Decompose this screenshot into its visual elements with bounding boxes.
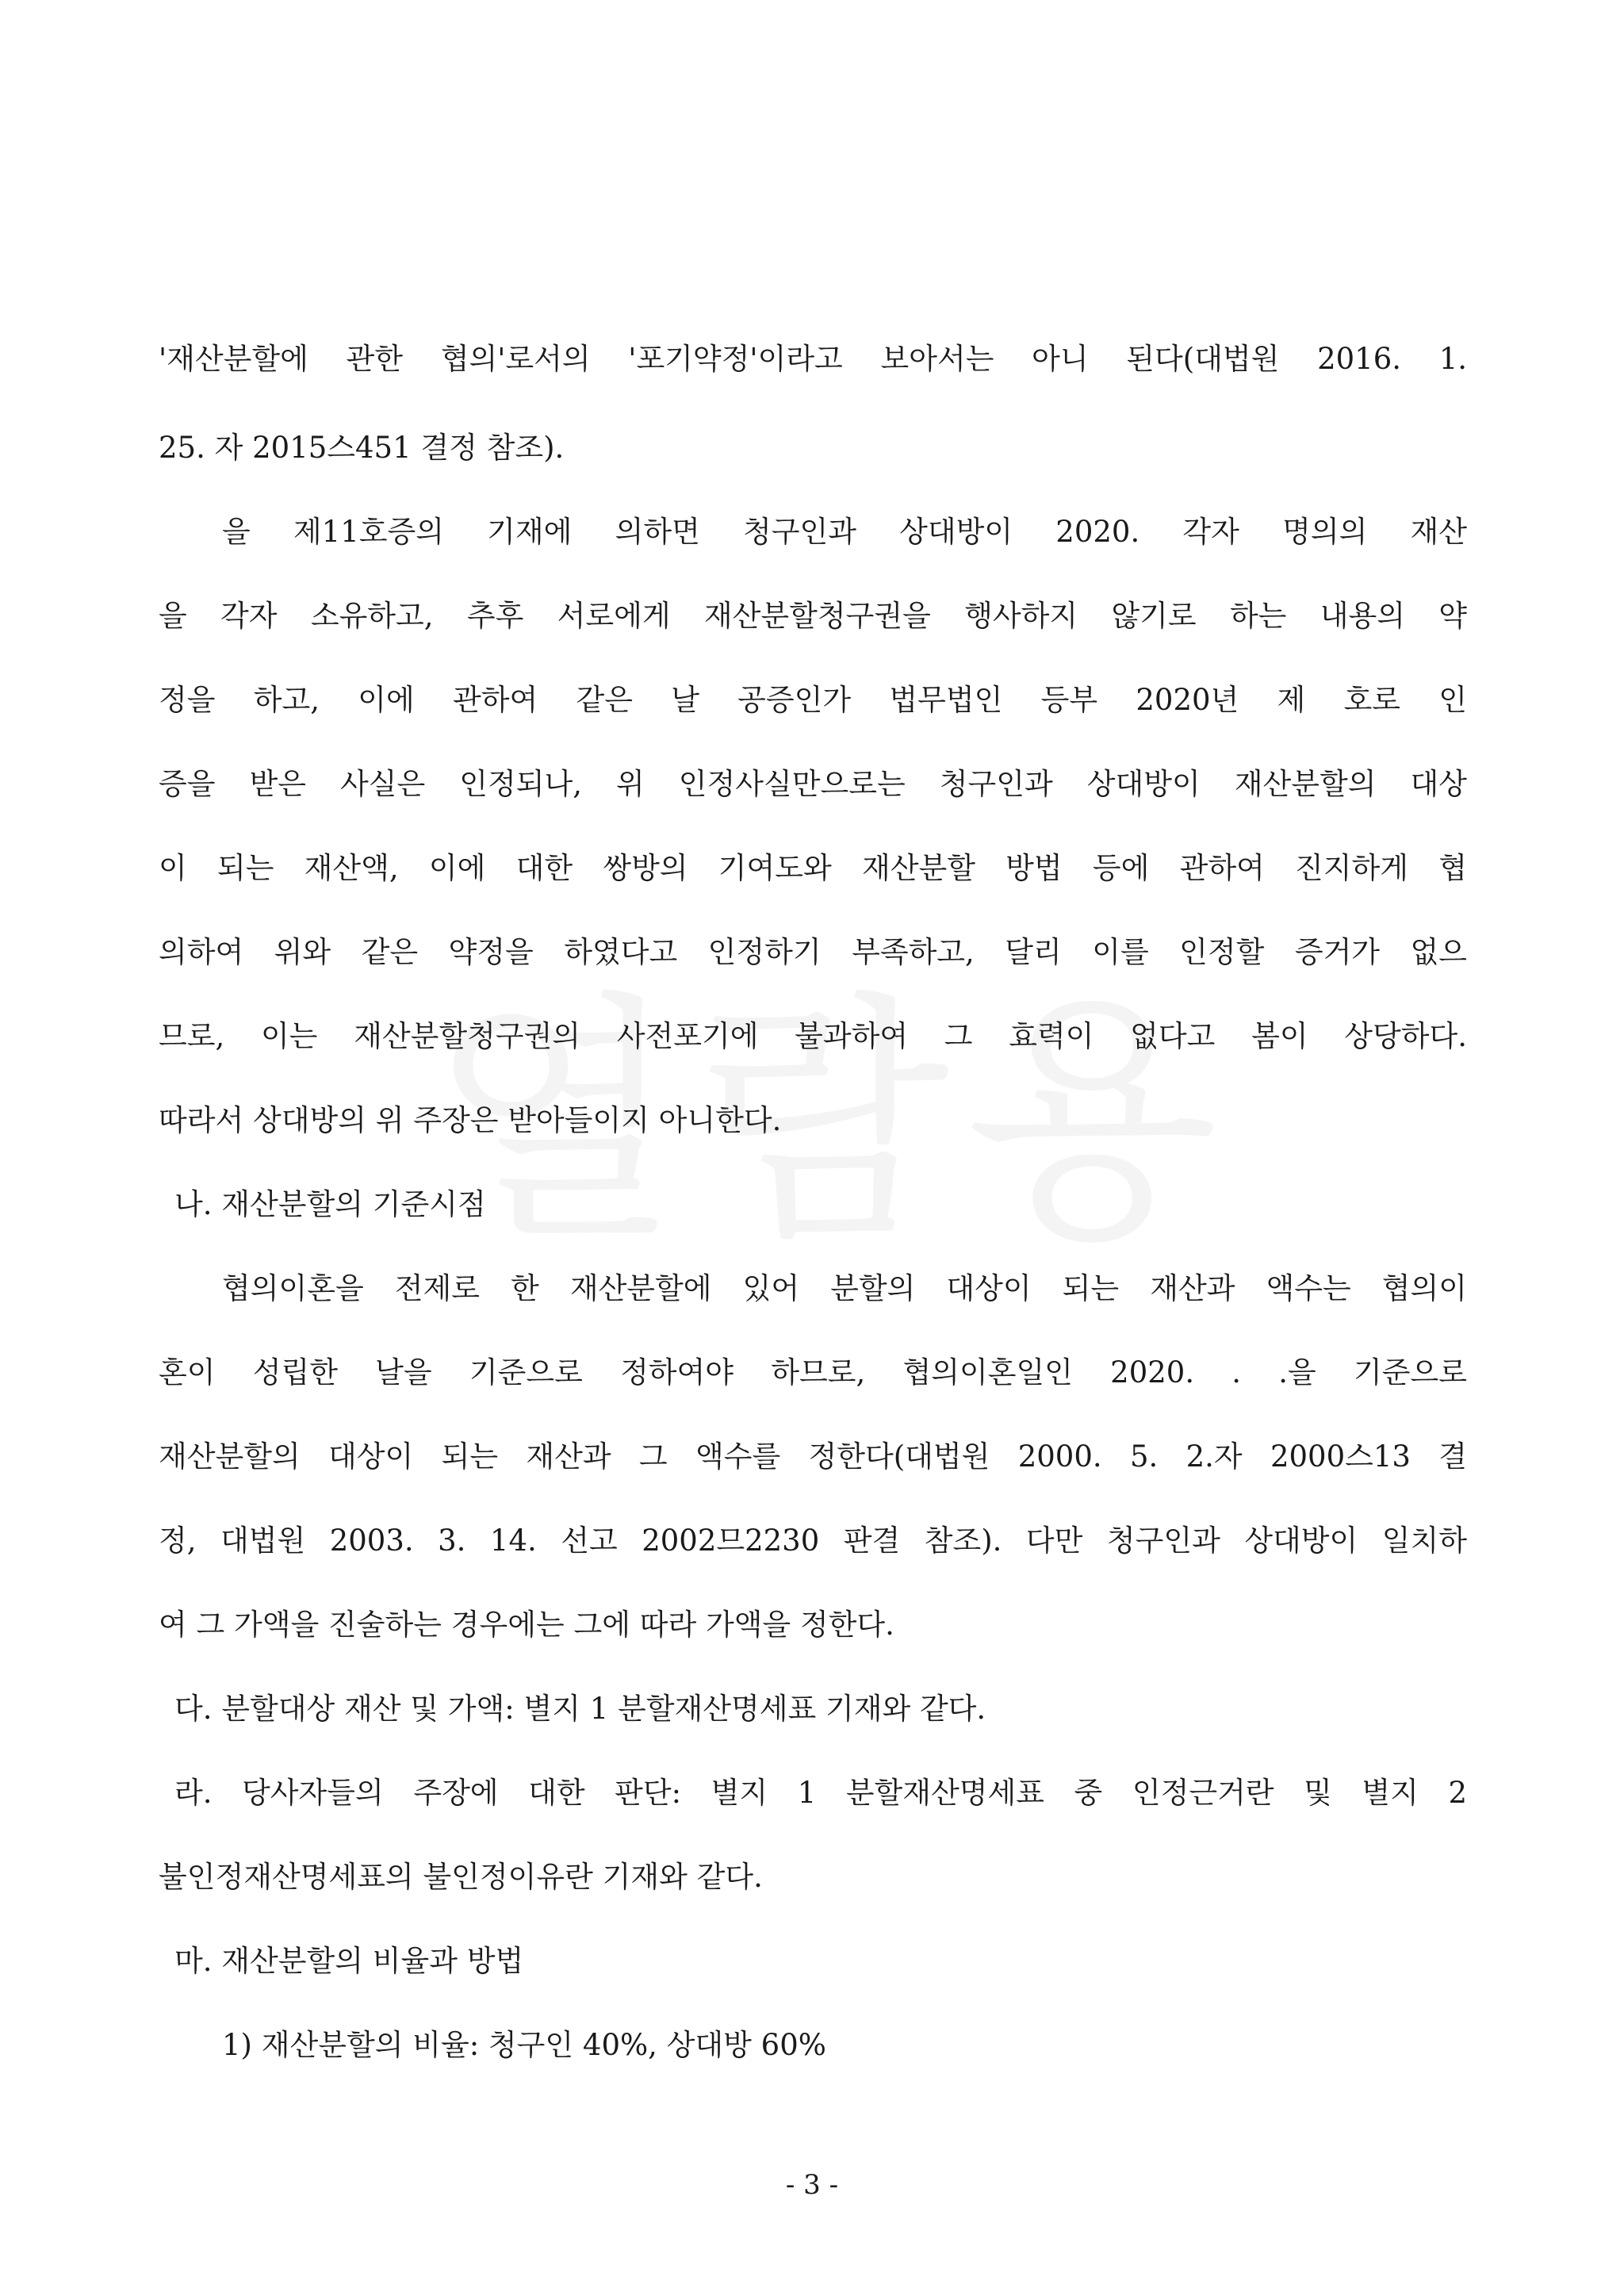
- text-line: 의하여 위와 같은 약정을 하였다고 인정하기 부족하고, 달리 이를 인정할 증거가 없으: [159, 935, 1467, 969]
- text-line: 다. 분할대상 재산 및 가액: 별지 1 분할재산명세표 기재와 같다.: [174, 1692, 986, 1726]
- text-line: 이 되는 재산액, 이에 대한 쌍방의 기여도와 재산분할 방법 등에 관하여 진지하게 협: [159, 851, 1467, 885]
- text-line: 정, 대법원 2003. 3. 14. 선고 2002므2230 판결 참조). 다만 청구인과 상대방이 일치하: [159, 1524, 1467, 1558]
- text-line: '재산분할에 관한 협의'로서의 '포기약정'이라고 보아서는 아니 된다(대법원 2016. 1.: [159, 342, 1467, 376]
- text-line: 혼이 성립한 날을 기준으로 정하여야 하므로, 협의이혼일인 2020. . .을 기준으로: [159, 1355, 1467, 1389]
- text-line: 여 그 가액을 진술하는 경우에는 그에 따라 가액을 정한다.: [159, 1608, 894, 1642]
- text-line: 정을 하고, 이에 관하여 같은 날 공증인가 법무법인 등부 2020년 제 호로 인: [159, 683, 1467, 717]
- text-line: 1) 재산분할의 비율: 청구인 40%, 상대방 60%: [222, 2028, 826, 2062]
- text-line: 증을 받은 사실은 인정되나, 위 인정사실만으로는 청구인과 상대방이 재산분할의 대상: [159, 767, 1467, 801]
- text-line: 을 각자 소유하고, 추후 서로에게 재산분할청구권을 행사하지 않기로 하는 내용의 약: [159, 599, 1467, 633]
- text-line: 협의이혼을 전제로 한 재산분할에 있어 분할의 대상이 되는 재산과 액수는 협의이: [222, 1271, 1467, 1305]
- text-line: 을 제11호증의 기재에 의하면 청구인과 상대방이 2020. 각자 명의의 재산: [222, 515, 1467, 549]
- text-line: 라. 당사자들의 주장에 대한 판단: 별지 1 분할재산명세표 중 인정근거란 및 별지 2: [174, 1776, 1467, 1810]
- text-line: 25. 자 2015스451 결정 참조).: [159, 431, 565, 465]
- text-line: 마. 재산분할의 비율과 방법: [174, 1944, 524, 1978]
- text-line: 므로, 이는 재산분할청구권의 사전포기에 불과하여 그 효력이 없다고 봄이 상당하다.: [159, 1019, 1467, 1053]
- page-number: - 3 -: [785, 2169, 839, 2201]
- text-line: 불인정재산명세표의 불인정이유란 기재와 같다.: [159, 1860, 763, 1894]
- text-line: 재산분할의 대상이 되는 재산과 그 액수를 정한다(대법원 2000. 5. 2.자 2000스13 결: [159, 1439, 1467, 1474]
- text-line: 따라서 상대방의 위 주장은 받아들이지 아니한다.: [159, 1103, 782, 1137]
- text-line: 나. 재산분할의 기준시점: [174, 1187, 486, 1221]
